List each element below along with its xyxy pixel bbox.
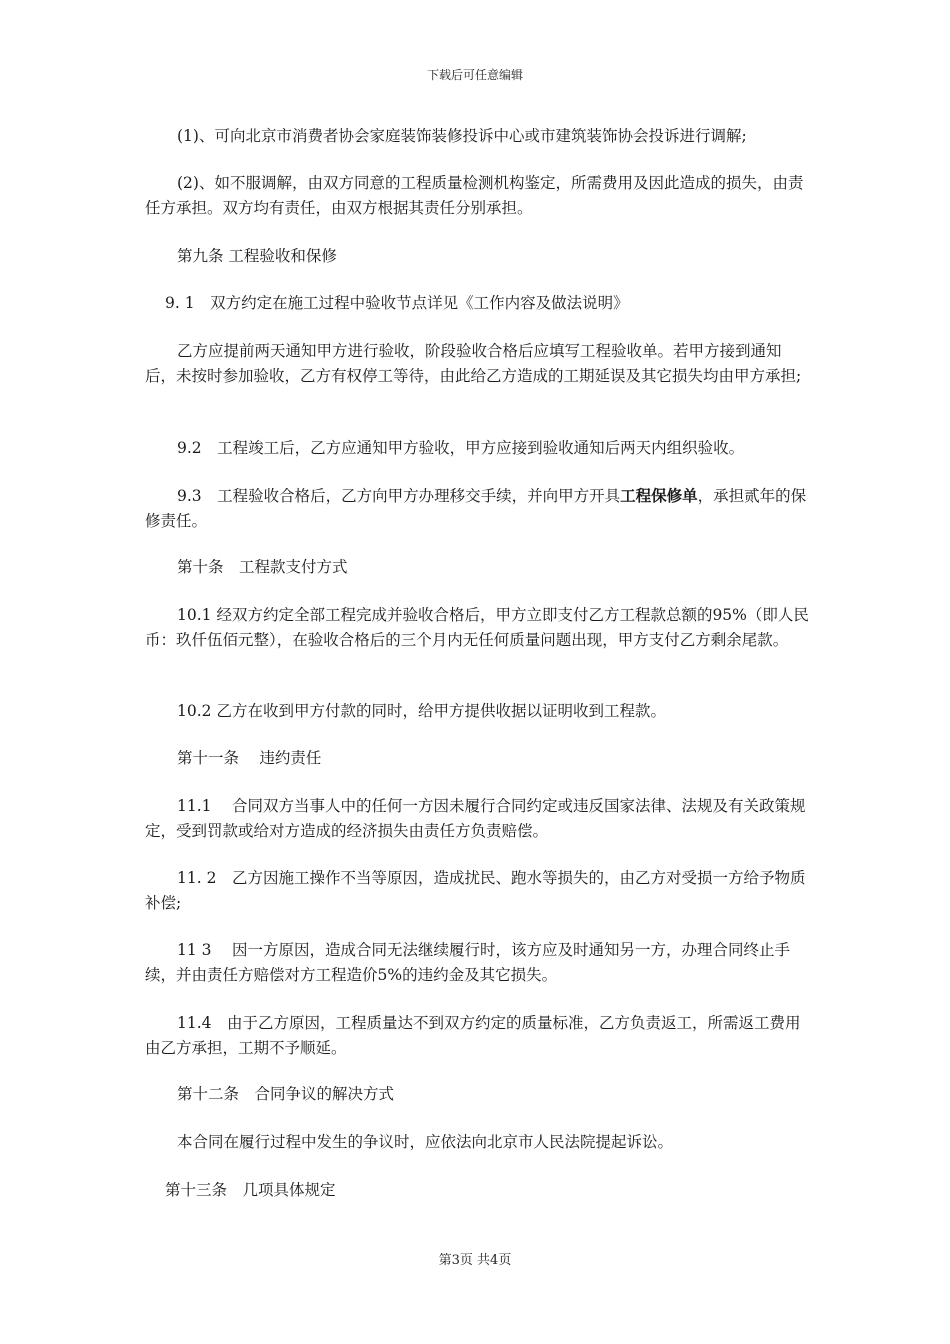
paragraph-9-3-text-before: 9.3 工程验收合格后，乙方向甲方办理移交手续，并向甲方开具 bbox=[177, 487, 621, 505]
paragraph-11-2: 11. 2 乙方因施工操作不当等原因，造成扰民、跑水等损失的，由乙方对受损一方给予物质补偿; bbox=[145, 869, 806, 912]
paragraph-mediation-1: (1)、可向北京市消费者协会家庭装饰装修投诉中心或市建筑装饰协会投诉进行调解; bbox=[177, 127, 747, 145]
paragraph-9-1: 9. 1 双方约定在施工过程中验收节点详见《工作内容及做法说明》 bbox=[165, 294, 629, 312]
heading-article-11: 第十一条 违约责任 bbox=[177, 749, 322, 767]
paragraph-10-2: 10.2 乙方在收到甲方付款的同时，给甲方提供收据以证明收到工程款。 bbox=[177, 702, 666, 720]
paragraph-11-4: 11.4 由于乙方原因，工程质量达不到双方约定的质量标准，乙方负责返工，所需返工费用由乙方承担，工期不予顺延。 bbox=[145, 1014, 801, 1057]
paragraph-9-1-notice: 乙方应提前两天通知甲方进行验收，阶段验收合格后应填写工程验收单。若甲方接到通知后，未按时参加验收，乙方有权停工等待，由此给乙方造成的工期延误及其它损失均由甲方承担; bbox=[145, 342, 802, 385]
heading-article-9: 第九条 工程验收和保修 bbox=[177, 247, 337, 265]
paragraph-11-1: 11.1 合同双方当事人中的任何一方因未履行合同约定或违反国家法律、法规及有关政策规定，受到罚款或给对方造成的经济损失由责任方负责赔偿。 bbox=[145, 797, 806, 840]
heading-article-13: 第十三条 几项具体规定 bbox=[165, 1181, 336, 1199]
paragraph-9-2: 9.2 工程竣工后，乙方应通知甲方验收，甲方应接到验收通知后两天内组织验收。 bbox=[177, 439, 745, 457]
page-footer: 第3页 共4页 bbox=[438, 1253, 512, 1268]
page-header: 下载后可任意编辑 bbox=[426, 68, 523, 82]
heading-article-10: 第十条 工程款支付方式 bbox=[177, 558, 348, 576]
warranty-certificate-term: 工程保修单 bbox=[620, 486, 698, 505]
paragraph-10-1: 10.1 经双方约定全部工程完成并验收合格后，甲方立即支付乙方工程款总额的95%（即人民币：玖仟伍佰元整），在验收合格后的三个月内无任何质量问题出现，甲方支付乙方剩余尾款。 bbox=[145, 606, 809, 649]
paragraph-mediation-2: (2)、如不服调解，由双方同意的工程质量检测机构鉴定，所需费用及因此造成的损失，由责任方承担。双方均有责任，由双方根据其责任分别承担。 bbox=[145, 174, 804, 217]
heading-article-12: 第十二条 合同争议的解决方式 bbox=[177, 1085, 395, 1103]
paragraph-9-3 bbox=[145, 483, 810, 534]
paragraph-9-3-text-after: ，承担贰年的保修责任。 bbox=[145, 487, 807, 530]
paragraph-12: 本合同在履行过程中发生的争议时，应依法向北京市人民法院提起诉讼。 bbox=[177, 1133, 674, 1151]
paragraph-11-3: 11 3 因一方原因，造成合同无法继续履行时，该方应及时通知另一方，办理合同终止手续，并由责任方赔偿对方工程造价5%的违约金及其它损失。 bbox=[145, 941, 790, 984]
